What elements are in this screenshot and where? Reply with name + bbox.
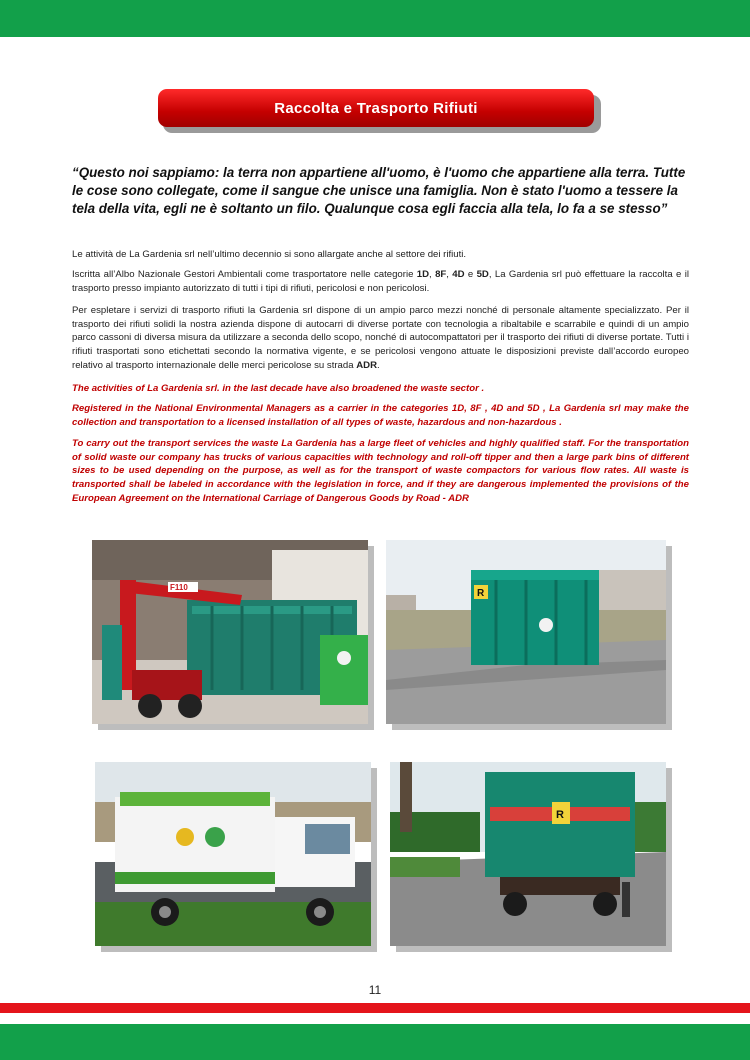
photo-truck-rear [390,762,666,946]
bottom-red-band [0,1003,750,1013]
section-title: Raccolta e Trasporto Rifiuti [274,99,478,117]
italian-paragraph-2: Iscritta all’Albo Nazionale Gestori Ambientali come trasportatore nelle categorie 1D, 8F, 4D e 5D, La Gardenia srl può effettuare la raccolta e il trasporto presso impianto autorizzato di tutti i tipi di rifiuti, pericolosi e non pericolosi. [72,269,689,294]
english-paragraph-2: Registered in the National Environmental Managers as a carrier in the categories 1D, 8F , 4D and 5D , La Gardenia srl may make the collection and transportation to a licensed installation of all types of waste, hazardous and non-hazardous . [72,403,689,428]
container-mark: R [477,588,485,599]
truck-mark: R [556,809,564,821]
top-green-band [0,0,750,37]
category-8f: 8F [435,269,447,280]
italian-paragraph-1: Le attività de La Gardenia srl nell’ultimo decennio si sono allargate anche al settore dei rifiuti. [72,249,467,260]
photo-compactor-truck [95,762,371,946]
adr-term: ADR [356,359,378,371]
english-paragraph-1: The activities of La Gardenia srl. in the last decade have also broadened the waste sector . [72,383,485,394]
category-4d: 4D [452,269,465,280]
section-title-banner [158,89,594,127]
category-1d: 1D [416,269,430,280]
photo-green-container [386,540,666,724]
page-number: 11 [368,983,382,997]
english-paragraph-3: To carry out the transport services the waste La Gardenia has a large fleet of vehicles and highly qualified staff. For the transportation of solid waste our company has trucks of various capacities with technology and roll-off tipper and then a large park bins of different sizes to be used depending on the purpose, as well as for the transport of waste compactors for various flow rates. All waste is transported shall be labeled in accordance with the legislation in force, and if they are dangerous implemented the provisions of the European Agreement on the International Carriage of Dangerous Goods by Road - ADR [72,438,689,504]
photo-crane-truck [92,540,368,724]
crane-label: F110 [170,583,188,592]
bottom-green-band [0,1024,750,1060]
italian-paragraph-3: Per espletare i servizi di trasporto rifiuti la Gardenia srl dispone di un ampio parco mezzi nonché di personale altamente specializzato. Per il trasporto dei rifiuti solidi la nostra azienda dispone di autocarri di diverse portate con tecnologia a ribaltabile e scarrabile e quindi di un ampio parco cassoni di diversa misura da utilizzare a seconda dello scopo, nonché di autocompattatori per il trasporto dei rifiuti di diverse portate. Tutti i rifiuti trasportati sono etichettati secondo la normativa vigente, e se pericolosi vengono attuate le disposizioni previste dall’accordo europeo relativo al trasporto internazionale delle merci pericolose su strada ADR. [72,305,689,371]
quote-text: “Questo noi sappiamo: la terra non appartiene all'uomo, è l'uomo che appartiene alla terra. Tutte le cose sono collegate, come il sangue che unisce una famiglia. Non è stato l'uomo a tessere la tela della vita, egli ne è soltanto un filo. Qualunque cosa egli faccia alla tela, lo fa a se stesso” [72,165,686,216]
category-5d: 5D [476,269,489,280]
